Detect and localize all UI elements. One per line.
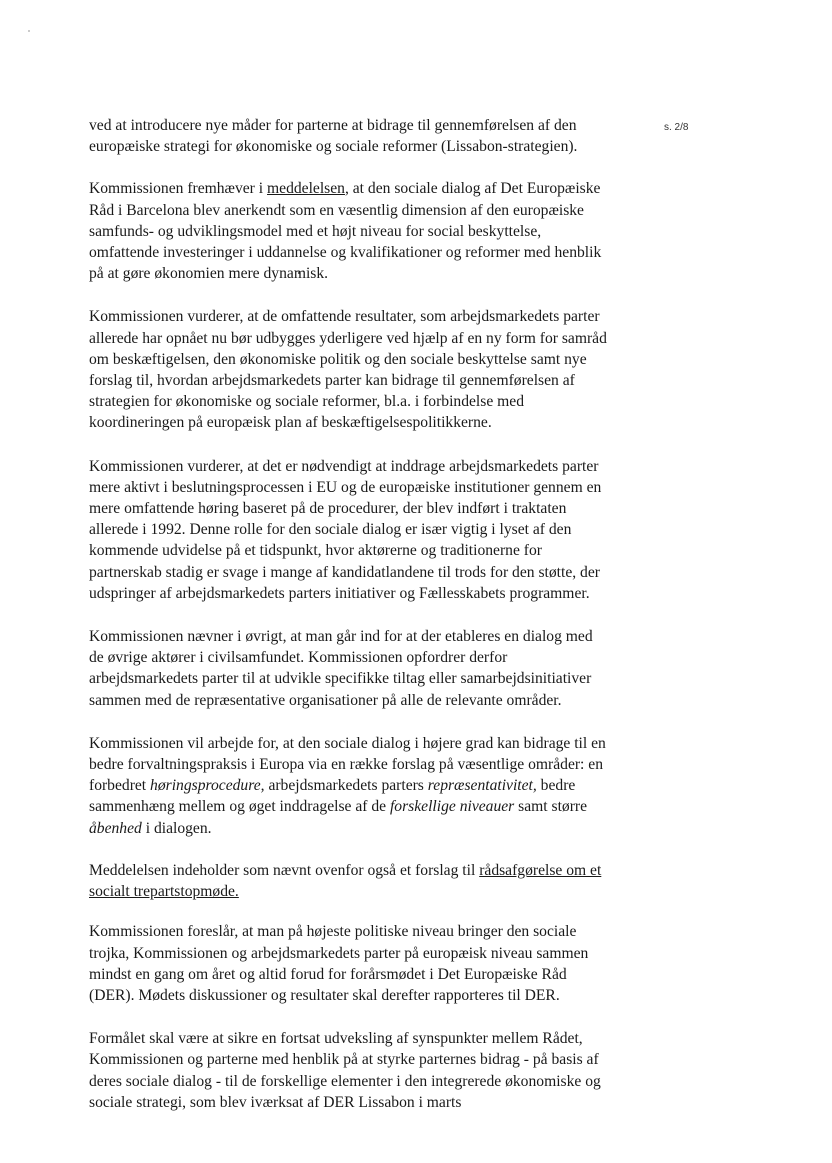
paragraph-2-text-a: Kommissionen fremhæver i — [89, 180, 268, 198]
paragraph-3: Kommissionen vurderer, at de omfattende resultater, som arbejdsmarkedets parter allerede har opnået nu bør udbygges yderligere ved hjælp af en ny form for samråd om beskæftigelsen, den økonomiske politik og den sociale beskyttelse samt nye forslag til, hvordan arbejdsmarkedets parter kan bidrage til gennemførelsen af strategien for økonomiske og sociale reformer, bl.a. i forbindelse med koordineringen på europæisk plan af beskæftigelsespolitikkerne. — [89, 308, 607, 432]
paragraph-4: Kommissionen vurderer, at det er nødvendigt at inddrage arbejdsmarkedets parter mere aktivt i beslutningsprocessen i EU og de europæiske institutioner gennem en mere omfattende høring baseret på de procedurer, der blev indført i traktaten allerede i 1992. Denne rolle for den sociale dialog er især vigtig i lyset af den kommende udvidelse på et tidspunkt, hvor aktørerne og traditionerne for partnerskab stadig er svage i mange af kandidatlandene til trods for den støtte, der udspringer af arbejdsmarkedets parters initiativer og Fællesskabets programmer. — [89, 457, 602, 602]
paragraph-7-text: Meddelelsen indeholder som nævnt ovenfor også et forslag til — [89, 861, 480, 879]
paragraph-7 — [89, 860, 609, 902]
raadsafgoerelse-link[interactable]: rådsafgørelse om et socialt trepartstopmøde. — [89, 861, 602, 901]
scan-speck — [28, 30, 30, 32]
paragraph-6-text-d: samt større — [514, 798, 588, 816]
paragraph-6-text-b: arbejdsmarkedets parters — [264, 777, 428, 795]
italic-forskellige-niveauer: forskellige niveauer — [389, 798, 515, 816]
paragraph-6 — [89, 733, 609, 839]
italic-repraesentativitet: repræsentativitet, — [427, 777, 537, 795]
italic-hoeringsprocedure: høringsprocedure, — [150, 777, 265, 795]
paragraph-2-text-b: , at den sociale dialog af Det Europæiske Råd i Barcelona blev anerkendt som en væsentlig dimension af den europæiske samfunds- og udviklingsmodel med et højt niveau for social beskyttelse, omfattende investeringer i uddannelse og kvalifikationer og reformer med henblik på at gøre økonomien mere dynamisk. — [89, 180, 602, 283]
paragraph-6-text-c: bedre sammenhæng mellem og øget inddragelse af de — [89, 777, 576, 816]
paragraph-1: ved at introducere nye måder for parterne at bidrage til gennemførelsen af den europæiske strategi for økonomiske og sociale reformer (Lissabon-strategien). — [89, 117, 578, 156]
paragraph-2 — [89, 178, 609, 284]
page-number: s. 2/8 — [664, 122, 689, 133]
paragraph-9: Formålet skal være at sikre en fortsat udveksling af synspunkter mellem Rådet, Kommissionen og parterne med henblik på at styrke parternes bidrag - på basis af deres sociale dialog - til de forskellige elementer i den integrerede økonomiske og sociale strategi, som blev iværksat af DER Lissabon i marts — [89, 1030, 601, 1111]
meddelelsen-link[interactable]: meddelelsen — [267, 180, 345, 198]
paragraph-8: Kommissionen foreslår, at man på højeste politiske niveau bringer den sociale trojka, Kommissionen og arbejdsmarkedets parter på europæisk niveau sammen mindst en gang om året og altid forud for forårsmødet i Det Europæiske Råd (DER). Mødets diskussioner og resultater skal derefter rapporteres til DER. — [89, 923, 589, 1004]
italic-aabenhed: åbenhed — [89, 819, 142, 837]
document-body — [89, 115, 609, 1113]
paragraph-5: Kommissionen nævner i øvrigt, at man går ind for at der etableres en dialog med de øvrige aktører i civilsamfundet. Kommissionen opfordrer derfor arbejdsmarkedets parter til at udvikle specifikke tiltag eller samarbejdsinitiativer sammen med de repræsentative organisationer på alle de relevante områder. — [89, 628, 593, 709]
paragraph-6-text-e: i dialogen. — [141, 819, 212, 837]
paragraph-6-text-a: Kommissionen vil arbejde for, at den sociale dialog i højere grad kan bidrage til en bedre forvaltningspraksis i Europa via en række forslag på væsentlige områder: en forbedret — [89, 734, 606, 795]
